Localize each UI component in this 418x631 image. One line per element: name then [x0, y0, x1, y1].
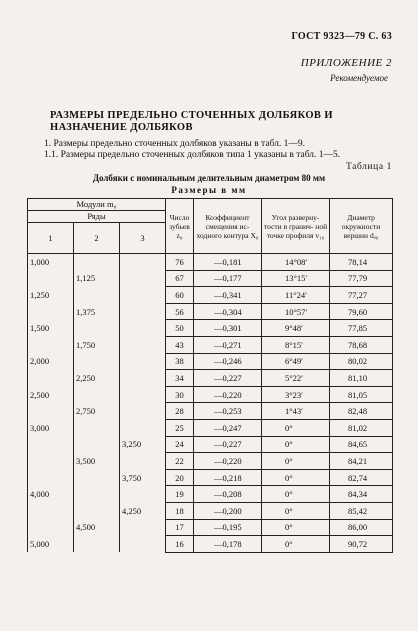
- angle-cell: 0°: [262, 419, 330, 436]
- coefficient-cell: —0,247: [194, 419, 262, 436]
- teeth-cell: 20: [166, 469, 194, 486]
- teeth-cell: 67: [166, 270, 194, 287]
- table-row: [28, 303, 393, 320]
- module-row-3-cell: 4,250: [120, 502, 166, 519]
- module-row-1-cell: [28, 453, 74, 470]
- coefficient-cell: —0,246: [194, 353, 262, 370]
- table-row: [28, 370, 393, 387]
- module-row-1-cell: [28, 303, 74, 320]
- table-row: [28, 336, 393, 353]
- angle-cell: 6°49′: [262, 353, 330, 370]
- angle-cell: 10°57′: [262, 303, 330, 320]
- module-row-1-cell: 3,000: [28, 419, 74, 436]
- module-row-1-cell: 1,500: [28, 320, 74, 337]
- diameter-cell: 85,42: [330, 502, 393, 519]
- module-row-2-cell: [74, 469, 120, 486]
- table-row: [28, 270, 393, 287]
- appendix-note: Рекомендуемое: [330, 73, 388, 83]
- module-row-2-cell: [74, 287, 120, 304]
- module-row-2-cell: [74, 386, 120, 403]
- table-row: [28, 536, 393, 553]
- teeth-cell: 38: [166, 353, 194, 370]
- angle-header: Угол разверну- тости в гранич- ной точке профиля v₁₀: [262, 199, 330, 254]
- angle-cell: 0°: [262, 436, 330, 453]
- coefficient-cell: —0,218: [194, 469, 262, 486]
- teeth-cell: 17: [166, 519, 194, 536]
- diameter-cell: 84,34: [330, 486, 393, 503]
- module-row-3-cell: [120, 320, 166, 337]
- diameter-cell: 81,05: [330, 386, 393, 403]
- section-title: РАЗМЕРЫ ПРЕДЕЛЬНО СТОЧЕННЫХ ДОЛБЯКОВ И НАЗНАЧЕНИЕ ДОЛБЯКОВ: [50, 110, 333, 133]
- table-caption: Долбяки с номинальным делительным диаметром 80 мм: [92, 173, 326, 183]
- rows-header: Ряды: [28, 211, 166, 223]
- data-table: [27, 198, 393, 553]
- module-row-3-cell: [120, 336, 166, 353]
- table-row: [28, 386, 393, 403]
- coefficient-cell: —0,181: [194, 254, 262, 271]
- coefficient-cell: —0,227: [194, 370, 262, 387]
- module-row-2-cell: 2,750: [74, 403, 120, 420]
- module-row-1-cell: [28, 336, 74, 353]
- module-row-1-cell: [28, 469, 74, 486]
- module-row-2-cell: [74, 502, 120, 519]
- coefficient-cell: —0,220: [194, 453, 262, 470]
- table-row: [28, 287, 393, 304]
- coefficient-cell: —0,178: [194, 536, 262, 553]
- table-row: [28, 486, 393, 503]
- coefficient-cell: —0,227: [194, 436, 262, 453]
- module-row-1-cell: 4,000: [28, 486, 74, 503]
- teeth-cell: 18: [166, 502, 194, 519]
- table-row: [28, 469, 393, 486]
- module-row-2-cell: [74, 419, 120, 436]
- coefficient-cell: —0,177: [194, 270, 262, 287]
- module-row-2-cell: 3,500: [74, 453, 120, 470]
- coefficient-cell: —0,200: [194, 502, 262, 519]
- module-row-3-cell: [120, 519, 166, 536]
- modules-header: Модули m₀: [28, 199, 166, 211]
- module-row-2-cell: [74, 436, 120, 453]
- angle-cell: 0°: [262, 469, 330, 486]
- module-row-1-cell: [28, 519, 74, 536]
- teeth-cell: 30: [166, 386, 194, 403]
- diameter-cell: 81,10: [330, 370, 393, 387]
- module-row-3-cell: [120, 536, 166, 553]
- diameter-cell: 82,48: [330, 403, 393, 420]
- module-row-1-cell: 1,250: [28, 287, 74, 304]
- coefficient-cell: —0,301: [194, 320, 262, 337]
- doc-reference: ГОСТ 9323—79 С. 63: [291, 31, 392, 42]
- appendix-title: ПРИЛОЖЕНИЕ 2: [300, 57, 392, 69]
- coefficient-cell: —0,195: [194, 519, 262, 536]
- angle-cell: 0°: [262, 486, 330, 503]
- coefficient-header: Коэффициент смещения ис- ходного контура X₀: [194, 199, 262, 254]
- module-row-1-cell: [28, 370, 74, 387]
- diameter-cell: 84,21: [330, 453, 393, 470]
- module-row-3-cell: [120, 353, 166, 370]
- diameter-cell: 78,68: [330, 336, 393, 353]
- module-row-2-cell: 4,500: [74, 519, 120, 536]
- table-row: [28, 519, 393, 536]
- diameter-cell: 79,60: [330, 303, 393, 320]
- table-row: [28, 453, 393, 470]
- module-row-3-cell: [120, 287, 166, 304]
- coefficient-cell: —0,208: [194, 486, 262, 503]
- teeth-cell: 19: [166, 486, 194, 503]
- angle-cell: 14°08′: [262, 254, 330, 271]
- angle-cell: 5°22′: [262, 370, 330, 387]
- module-row-2-cell: [74, 254, 120, 271]
- diameter-cell: 77,79: [330, 270, 393, 287]
- module-row-1-cell: [28, 436, 74, 453]
- module-row-2-cell: 1,750: [74, 336, 120, 353]
- paragraph-1: 1. Размеры предельно сточенных долбяков указаны в табл. 1—9.: [44, 139, 305, 149]
- module-row-3-cell: [120, 486, 166, 503]
- module-row-1-cell: 5,000: [28, 536, 74, 553]
- module-row-2-cell: [74, 353, 120, 370]
- coefficient-cell: —0,304: [194, 303, 262, 320]
- row-1-header: 1: [28, 223, 74, 254]
- module-row-3-cell: [120, 370, 166, 387]
- module-row-3-cell: [120, 270, 166, 287]
- teeth-cell: 56: [166, 303, 194, 320]
- diameter-cell: 80,02: [330, 353, 393, 370]
- angle-cell: 0°: [262, 519, 330, 536]
- coefficient-cell: —0,341: [194, 287, 262, 304]
- angle-cell: 1°43′: [262, 403, 330, 420]
- teeth-cell: 50: [166, 320, 194, 337]
- diameter-cell: 81,02: [330, 419, 393, 436]
- teeth-cell: 43: [166, 336, 194, 353]
- teeth-cell: 28: [166, 403, 194, 420]
- teeth-cell: 34: [166, 370, 194, 387]
- diameter-cell: 78,14: [330, 254, 393, 271]
- diameter-cell: 82,74: [330, 469, 393, 486]
- diameter-cell: 77,85: [330, 320, 393, 337]
- module-row-1-cell: [28, 502, 74, 519]
- teeth-cell: 24: [166, 436, 194, 453]
- module-row-3-cell: 3,750: [120, 469, 166, 486]
- coefficient-cell: —0,271: [194, 336, 262, 353]
- module-row-2-cell: 2,250: [74, 370, 120, 387]
- module-row-1-cell: [28, 403, 74, 420]
- module-row-1-cell: 2,500: [28, 386, 74, 403]
- module-row-1-cell: 1,000: [28, 254, 74, 271]
- module-row-1-cell: 2,000: [28, 353, 74, 370]
- angle-cell: 11°24′: [262, 287, 330, 304]
- teeth-cell: 25: [166, 419, 194, 436]
- module-row-1-cell: [28, 270, 74, 287]
- diameter-header: Диаметр окружности вершин dₐ₀: [330, 199, 393, 254]
- module-row-3-cell: [120, 303, 166, 320]
- table-row: [28, 254, 393, 271]
- table-units: Размеры в мм: [171, 185, 247, 195]
- paragraph-1-1: 1.1. Размеры предельно сточенных долбяков типа 1 указаны в табл. 1—5.: [44, 150, 341, 160]
- diameter-cell: 84,65: [330, 436, 393, 453]
- table-row: [28, 353, 393, 370]
- coefficient-cell: —0,253: [194, 403, 262, 420]
- module-row-3-cell: [120, 453, 166, 470]
- teeth-cell: 76: [166, 254, 194, 271]
- angle-cell: 3°23′: [262, 386, 330, 403]
- table-number: Таблица 1: [345, 162, 392, 172]
- angle-cell: 0°: [262, 502, 330, 519]
- module-row-2-cell: 1,375: [74, 303, 120, 320]
- module-row-2-cell: [74, 536, 120, 553]
- diameter-cell: 90,72: [330, 536, 393, 553]
- module-row-3-cell: [120, 386, 166, 403]
- diameter-cell: 77,27: [330, 287, 393, 304]
- teeth-cell: 22: [166, 453, 194, 470]
- module-row-3-cell: [120, 403, 166, 420]
- table-row: [28, 419, 393, 436]
- angle-cell: 9°48′: [262, 320, 330, 337]
- angle-cell: 8°15′: [262, 336, 330, 353]
- module-row-2-cell: [74, 320, 120, 337]
- module-row-3-cell: [120, 254, 166, 271]
- angle-cell: 13°15′: [262, 270, 330, 287]
- diameter-cell: 86,00: [330, 519, 393, 536]
- row-2-header: 2: [74, 223, 120, 254]
- table-row: [28, 502, 393, 519]
- teeth-header: Число зубьев z₀: [166, 199, 194, 254]
- module-row-3-cell: 3,250: [120, 436, 166, 453]
- module-row-3-cell: [120, 419, 166, 436]
- angle-cell: 0°: [262, 453, 330, 470]
- teeth-cell: 60: [166, 287, 194, 304]
- table-row: [28, 320, 393, 337]
- row-3-header: 3: [120, 223, 166, 254]
- table-row: [28, 403, 393, 420]
- teeth-cell: 16: [166, 536, 194, 553]
- coefficient-cell: —0,220: [194, 386, 262, 403]
- table-row: [28, 436, 393, 453]
- angle-cell: 0°: [262, 536, 330, 553]
- module-row-2-cell: [74, 486, 120, 503]
- module-row-2-cell: 1,125: [74, 270, 120, 287]
